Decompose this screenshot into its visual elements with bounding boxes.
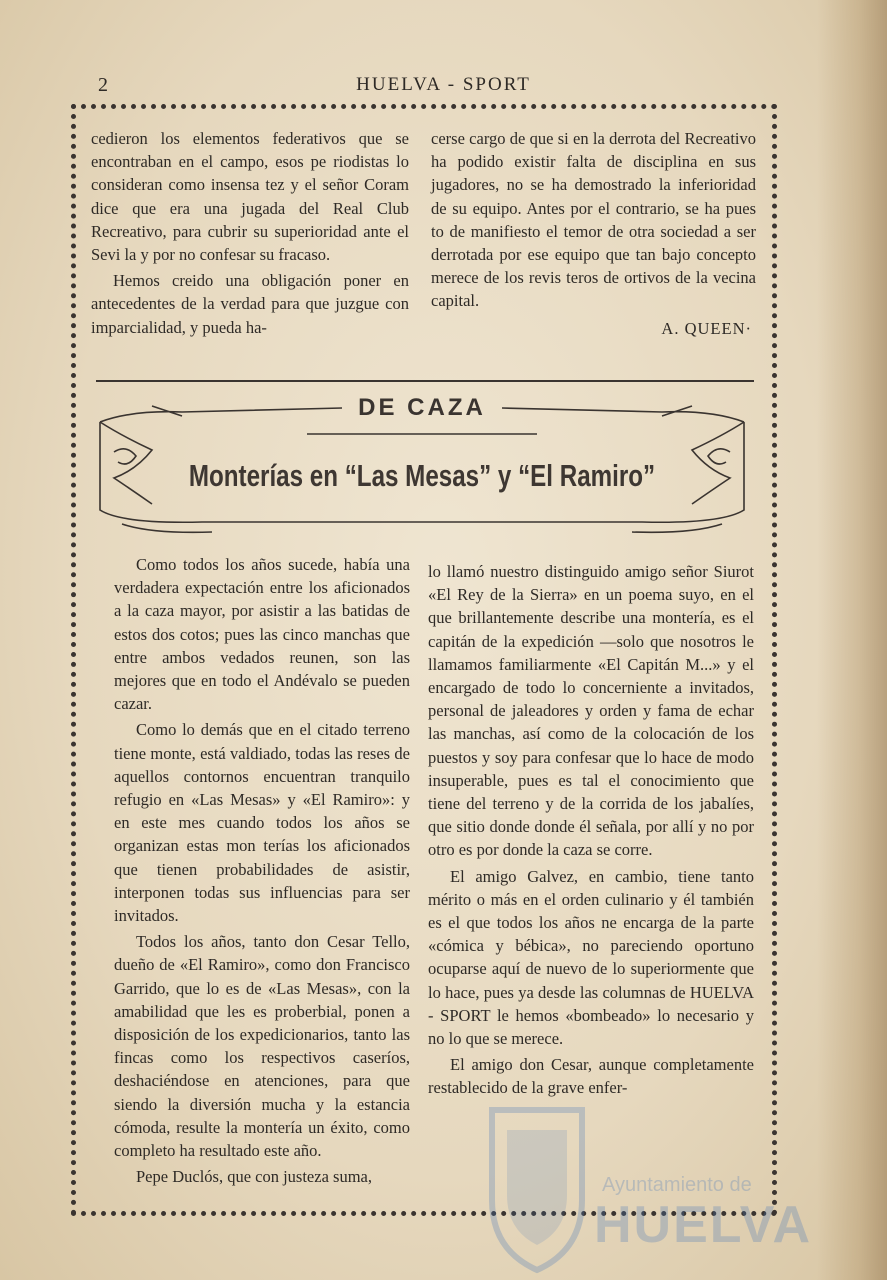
page-edge-shadow bbox=[817, 0, 887, 1280]
paragraph: El amigo don Cesar, aunque completamente restablecido de la grave enfer- bbox=[428, 1055, 754, 1098]
watermark-line1: Ayuntamiento de bbox=[602, 1174, 752, 1196]
paragraph: lo llamó nuestro distinguido amigo señor Siurot «El Rey de la Sierra» en un poema suyo, en el que brillantemente describe una montería, es el capitán de la expedición —solo que nosotros le llamamos familiarmente «El Capitán M...» y el encargado de todo lo concerniente a invitados, personal de jaleadores y orden y fama de echar las manchas, así como de la colocación de los puestos y soy para confesar que lo hace de modo insuperable, pues es tal el conocimiento que tiene del terreno y de la corrida de los jabalíes, que sitio donde donde él señala, por allí y no por otro es por donde la caza se corre. bbox=[428, 562, 754, 860]
article-headline: Monterías en “Las Mesas” y “El Ramiro” bbox=[188, 458, 656, 493]
watermark-line2: HUELVA bbox=[594, 1196, 813, 1254]
paragraph: Pepe Duclós, que con justeza suma, bbox=[136, 1167, 372, 1187]
top-right-column bbox=[431, 127, 756, 340]
signature: A. QUEEN· bbox=[661, 318, 752, 338]
top-left-column bbox=[91, 127, 409, 342]
bottom-right-column bbox=[428, 560, 754, 1103]
archive-watermark bbox=[482, 1090, 812, 1280]
paragraph: cedieron los elementos federativos que se encontraban en el campo, esos pe riodistas lo consideran como insensa tez y el señor Coram dice que era una jugada del Real Club Recreativo, para cubrir su superioridad ante el Sevi la y por no confesar su fracaso. bbox=[91, 129, 409, 265]
running-title: HUELVA - SPORT bbox=[356, 74, 531, 95]
paragraph: Hemos creido una obligación poner en antecedentes de la verdad para que juzgue con imparcialidad, y pueda ha- bbox=[91, 271, 409, 337]
section-banner bbox=[92, 392, 752, 542]
coat-of-arms-icon bbox=[482, 1090, 592, 1280]
paragraph: cerse cargo de que si en la derrota del Recreativo ha podido existir falta de disciplina en sus jugadores, no se ha demostrado la inferioridad de su equipo. Antes por el contrario, se ha pues to de manifiesto el temor de otra sociedad a ser derrotada por ese equipo que tan bajo concepto merece de los revis teros de ortivos de la vecina capital. bbox=[431, 129, 756, 311]
paragraph: Como todos los años sucede, había una verdadera expectación entre los aficionados a la caza mayor, por asistir a las batidas de estos dos cotos; pues las cinco manchas que entre ambos vedados reunen, son las mejores que en todo el Andévalo se pueden cazar. bbox=[114, 555, 410, 714]
paragraph: Todos los años, tanto don Cesar Tello, dueño de «El Ramiro», como don Francisco Garrido, que lo es de «Las Mesas», con la amabilidad que les es proberbial, ponen a disposición de los expedicionarios, tanto las fincas como los respectivos caseríos, deshaciéndose en atenciones, para que siendo la diversión mucha y la estancia cómoda, resulte la montería un éxito, como completo ha resultado este año. bbox=[114, 932, 410, 1161]
paragraph: El amigo Galvez, en cambio, tiene tanto mérito o más en el orden culinario y él también es el que todos los años ne encarga de la parte «cómica y bébica», no pareciendo oportuno ocuparse aquí de nuevo de lo superiormente que lo hace, pues ya desde las columnas de HUELVA - SPORT le hemos «bombeado» lo necesario y no lo que se merece. bbox=[428, 866, 754, 1049]
paragraph: Como lo demás que en el citado terreno tiene monte, está valdiado, todas las reses de aquellos contornos encuentran tranquilo refugio en «Las Mesas» y «El Ramiro»: y en este mes cuando todos los años se organizan estas mon terías los aficionados que tienen probabilidades de asistir, interponen todas sus influencias para ser invitados. bbox=[114, 720, 410, 926]
section-label: DE CAZA bbox=[358, 394, 486, 421]
bottom-left-column bbox=[114, 553, 410, 1191]
section-divider bbox=[96, 380, 754, 382]
page-number: 2 bbox=[98, 74, 108, 96]
